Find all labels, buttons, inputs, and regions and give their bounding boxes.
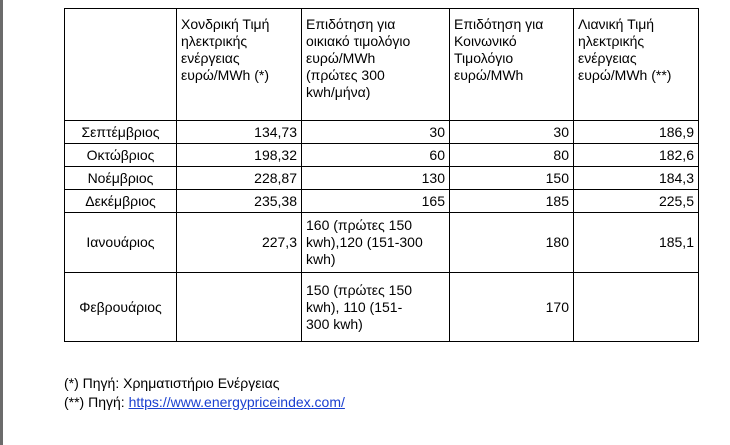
header-empty-corner (65, 9, 177, 121)
household-subsidy-cell: 160 (πρώτες 150 kwh),120 (151-300 kwh) (302, 213, 450, 273)
footnotes (64, 374, 345, 412)
header-wholesale-price: Χονδρική Τιμή ηλεκτρικής ενέργειας ευρώ/MWh (*) (177, 9, 302, 121)
social-subsidy-cell: 150 (450, 167, 574, 190)
month-cell: Οκτώβριος (65, 144, 177, 167)
month-cell: Ιανουάριος (65, 213, 177, 273)
header-retail-price: Λιανική Τιμή ηλεκτρικής ενέργειας ευρώ/MWh (**) (574, 9, 699, 121)
household-subsidy-cell: 60 (302, 144, 450, 167)
retail-cell: 184,3 (574, 167, 699, 190)
retail-cell: 185,1 (574, 213, 699, 273)
table-row (65, 273, 699, 342)
social-subsidy-cell: 80 (450, 144, 574, 167)
wholesale-cell (177, 273, 302, 342)
month-cell: Δεκέμβριος (65, 190, 177, 213)
wholesale-cell: 198,32 (177, 144, 302, 167)
table-header-row (65, 9, 699, 121)
social-subsidy-cell: 170 (450, 273, 574, 342)
social-subsidy-cell: 185 (450, 190, 574, 213)
energypriceindex-link[interactable]: https://www.energypriceindex.com/ (128, 394, 345, 410)
header-social-subsidy: Επιδότηση για Κοινωνικό Τιμολόγιο ευρώ/MWh (450, 9, 574, 121)
wholesale-cell: 228,87 (177, 167, 302, 190)
table-row (65, 213, 699, 273)
household-subsidy-cell: 30 (302, 121, 450, 144)
month-cell: Σεπτέμβριος (65, 121, 177, 144)
social-subsidy-cell: 30 (450, 121, 574, 144)
retail-cell (574, 273, 699, 342)
month-cell: Φεβρουάριος (65, 273, 177, 342)
wholesale-cell: 134,73 (177, 121, 302, 144)
month-cell: Νοέμβριος (65, 167, 177, 190)
wholesale-cell: 235,38 (177, 190, 302, 213)
table-row (65, 190, 699, 213)
footnote-energy-exchange: (*) Πηγή: Χρηματιστήριο Ενέργειας (64, 375, 280, 391)
retail-cell: 182,6 (574, 144, 699, 167)
page-edge-rule (0, 0, 3, 445)
energy-price-table (64, 8, 699, 342)
retail-cell: 225,5 (574, 190, 699, 213)
household-subsidy-cell: 150 (πρώτες 150 kwh), 110 (151- 300 kwh) (302, 273, 450, 342)
table-row (65, 167, 699, 190)
footnote-retail-source: (**) Πηγή: https://www.energypriceindex.com/ (64, 394, 345, 410)
header-household-subsidy: Επιδότηση για οικιακό τιμολόγιο ευρώ/MWh (πρώτες 300 kwh/μήνα) (302, 9, 450, 121)
household-subsidy-cell: 130 (302, 167, 450, 190)
social-subsidy-cell: 180 (450, 213, 574, 273)
wholesale-cell: 227,3 (177, 213, 302, 273)
retail-cell: 186,9 (574, 121, 699, 144)
table-row (65, 144, 699, 167)
table-row (65, 121, 699, 144)
household-subsidy-cell: 165 (302, 190, 450, 213)
